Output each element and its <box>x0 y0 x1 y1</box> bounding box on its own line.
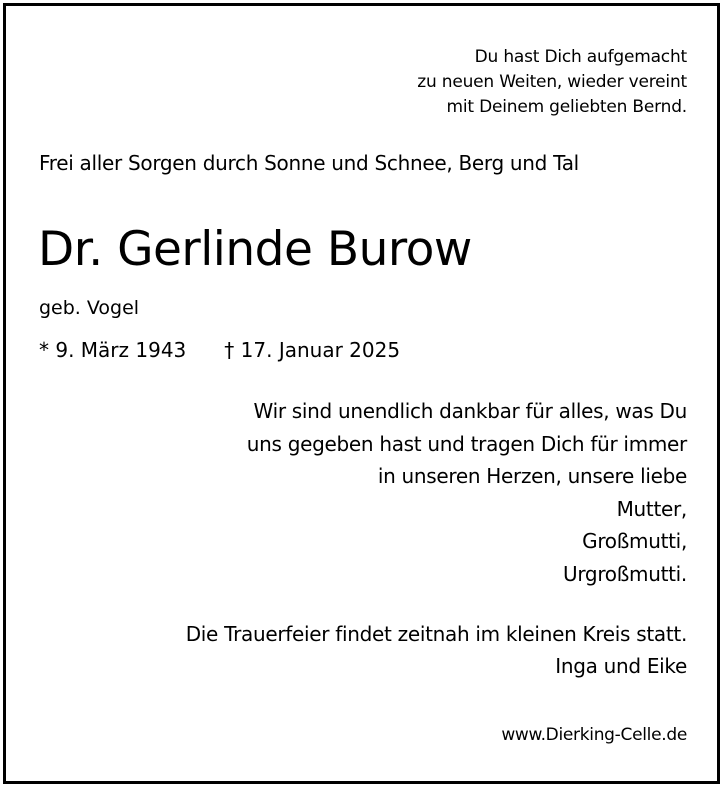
motto-line-2: zu neuen Weiten, wieder vereint <box>417 72 687 92</box>
subtitle-line: Frei aller Sorgen durch Sonne und Schnee, Berg und Tal <box>39 151 579 175</box>
signatories: Inga und Eike <box>555 654 687 678</box>
death-date: † 17. Januar 2025 <box>224 338 401 362</box>
deceased-name: Dr. Gerlinde Burow <box>38 222 472 277</box>
motto-line-3: mit Deinem geliebten Bernd. <box>446 97 687 117</box>
message-line-2: uns gegeben hast und tragen Dich für immer <box>246 431 687 456</box>
message-line-5: Großmutti, <box>582 529 687 553</box>
gratitude-message <box>247 395 687 590</box>
message-line-1: Wir sind unendlich dankbar für alles, was Du <box>253 399 687 423</box>
motto-line-1: Du hast Dich aufgemacht <box>474 47 687 67</box>
motto-verse <box>417 45 687 120</box>
funeral-notice-text: Die Trauerfeier findet zeitnah im kleinen Kreis statt. <box>185 622 687 646</box>
website-link[interactable]: www.Dierking-Celle.de <box>501 725 687 745</box>
life-dates <box>39 335 400 365</box>
funeral-notice <box>186 618 687 682</box>
birth-date: * 9. März 1943 <box>39 338 187 362</box>
birth-name: geb. Vogel <box>39 297 140 319</box>
message-line-4: Mutter, <box>616 496 687 521</box>
message-line-6: Urgroßmutti. <box>563 561 687 586</box>
message-line-3: in unseren Herzen, unsere liebe <box>377 464 687 488</box>
